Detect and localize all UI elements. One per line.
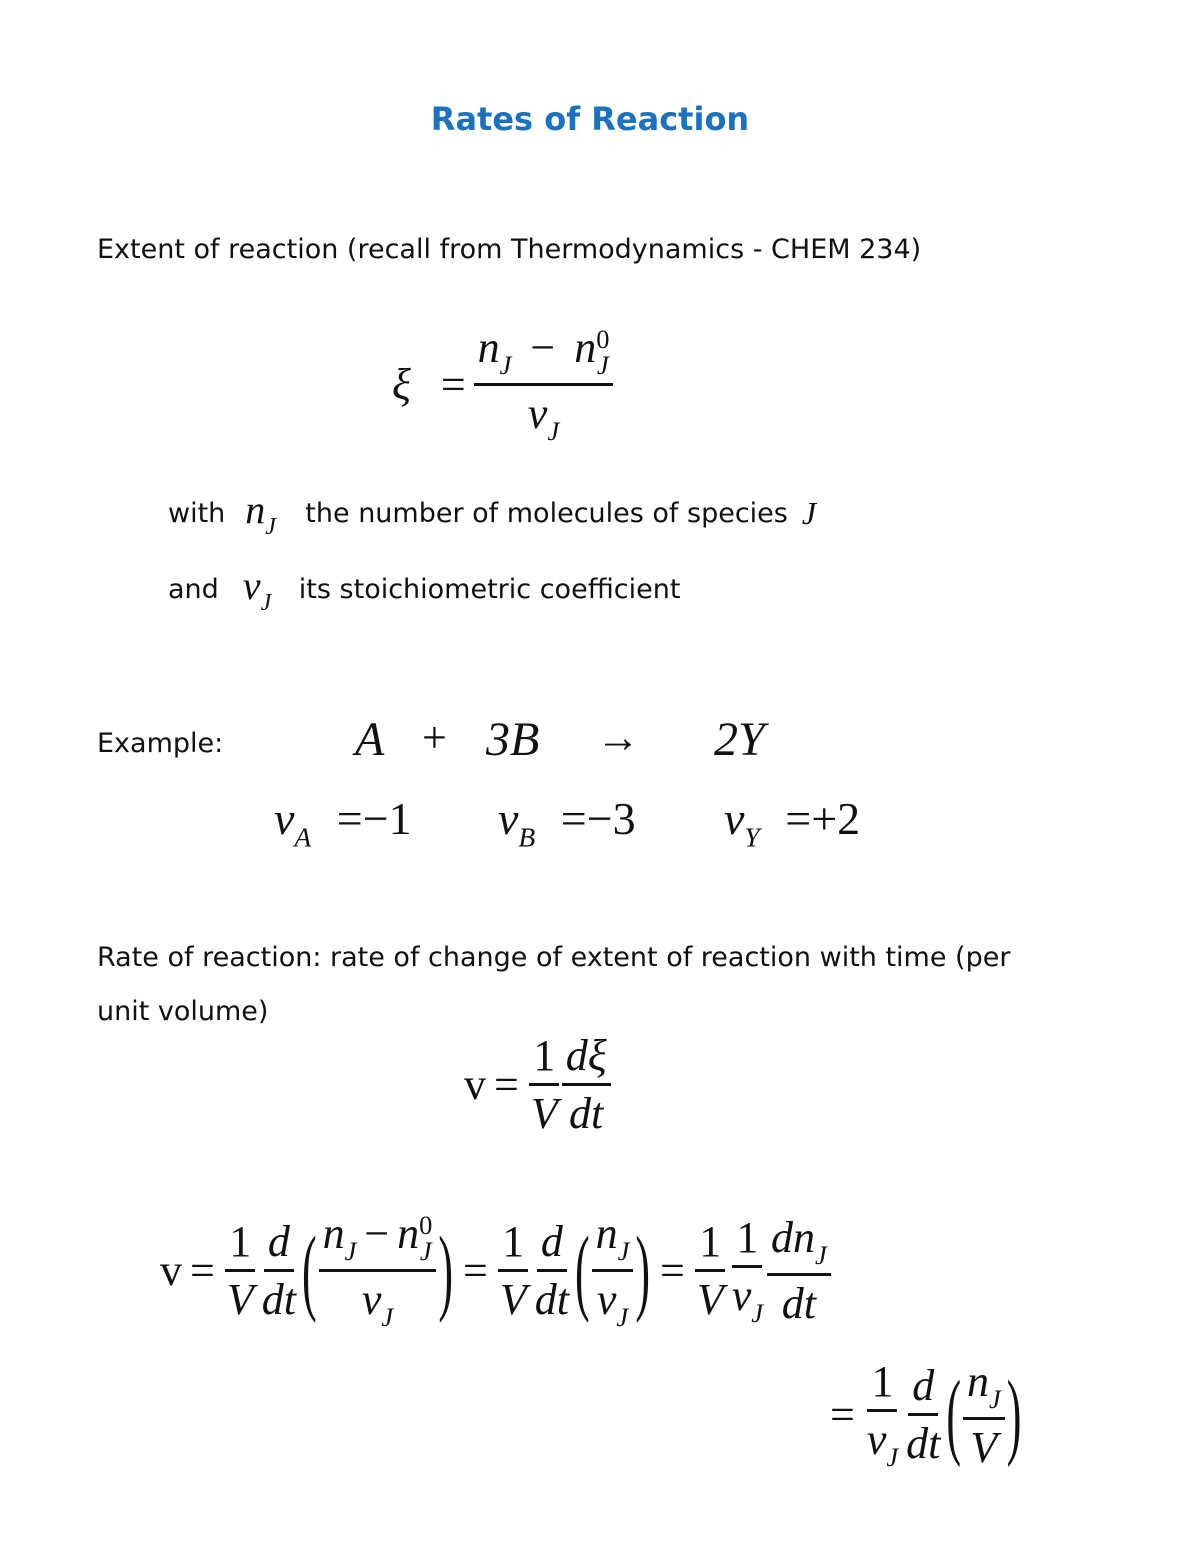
rate-v: v [464,1060,486,1109]
n-symbol: n [477,323,500,372]
equals-sign: = [190,1245,215,1295]
frac-extent: $n_J - n$ 0 J $\nu_J$ [319,1208,437,1333]
frac-1-over-nuj: $\frac{1}{\nu_J}$ [866,1357,899,1472]
equals-sign: = [660,1245,685,1295]
equals-sign: = [440,359,466,409]
vj-symbol: $\nu_J$ [242,563,272,616]
frac-dnj-dt: $\frac{dn_J}{dt}$ [767,1212,831,1329]
frac-1-over-nuj: $\frac{1}{\nu_J}$ [731,1212,763,1328]
def-nj-line [168,486,816,541]
rate-definition: Rate of reaction: rate of change of extent of reaction with time (per [97,942,1011,973]
frac-1-over-V: $\frac{1}{V}$ [530,1031,558,1138]
reaction-plus: + [422,713,447,762]
rate-definition-cont: unit volume) [97,996,269,1027]
sub-j: J [499,349,512,380]
species-j: J [801,494,817,531]
vj-description: its stoichiometric coefficient [298,573,681,605]
equals-sign: = [463,1245,488,1295]
rate-v: v [160,1245,182,1295]
frac-dxi-dt: $\frac{d\xi}{dt}$ [562,1030,611,1139]
extent-intro: Extent of reaction (recall from Thermodynamics - CHEM 234) [97,234,922,265]
and-word: and [168,573,219,605]
page-title: Rates of Reaction [430,100,750,138]
frac-nj-over-V: $\frac{n_J}{V}$ [963,1356,1005,1473]
frac-1-over-V: $\frac{1}{V}$ [499,1216,527,1324]
xi-symbol: ξ [392,359,411,409]
reaction-2Y: 2Y [714,713,765,766]
def-vj-line [168,562,680,617]
reaction-A: A [355,713,385,766]
minus-sign: − [530,323,556,372]
right-paren: ) [1006,1360,1022,1469]
left-paren: ( [946,1360,961,1469]
frac-d-dt: $\frac{d}{dt}$ [906,1360,941,1468]
nj-description: the number of molecules of species [305,497,788,529]
extent-fraction [474,322,614,447]
with-word: with [168,497,226,529]
right-paren: ) [635,1216,650,1325]
frac-nj-over-nuj: $\frac{n_J}{\nu_J}$ [592,1208,634,1333]
nu-symbol: ν [527,388,548,438]
left-paren: ( [301,1216,317,1325]
sup-zero: 0 [596,323,610,354]
reaction-3B: 3B [486,713,540,766]
rate-equation [464,1030,611,1139]
derivation-line-1 [160,1208,831,1333]
frac-1-over-V: $\frac{1}{V}$ [696,1216,724,1324]
right-paren: ) [438,1216,454,1325]
sub-j: J [547,415,560,446]
extent-equation [392,322,613,447]
nu-B-equation: $\nu_B =-3$ [498,793,636,853]
nu-A-equation: $\nu_A =-1$ [274,793,412,853]
equals-sign: = [494,1060,519,1109]
extent-numerator [474,322,614,386]
nj-symbol: $n_J$ [245,487,276,540]
example-label: Example: [97,728,224,759]
sub-j: J [596,349,609,380]
reaction-arrow: → [596,713,640,762]
nu-Y-equation: $\nu_Y =+2$ [724,793,861,853]
frac-d-dt: $\frac{d}{dt}$ [261,1216,296,1324]
left-paren: ( [574,1216,590,1325]
equals-sign: = [830,1389,855,1439]
frac-1-over-V: $\frac{1}{V}$ [226,1216,254,1324]
extent-denominator [524,386,563,447]
n-symbol: n [574,323,597,372]
frac-d-dt: $\frac{d}{dt}$ [534,1216,569,1324]
derivation-line-2 [822,1356,1023,1473]
